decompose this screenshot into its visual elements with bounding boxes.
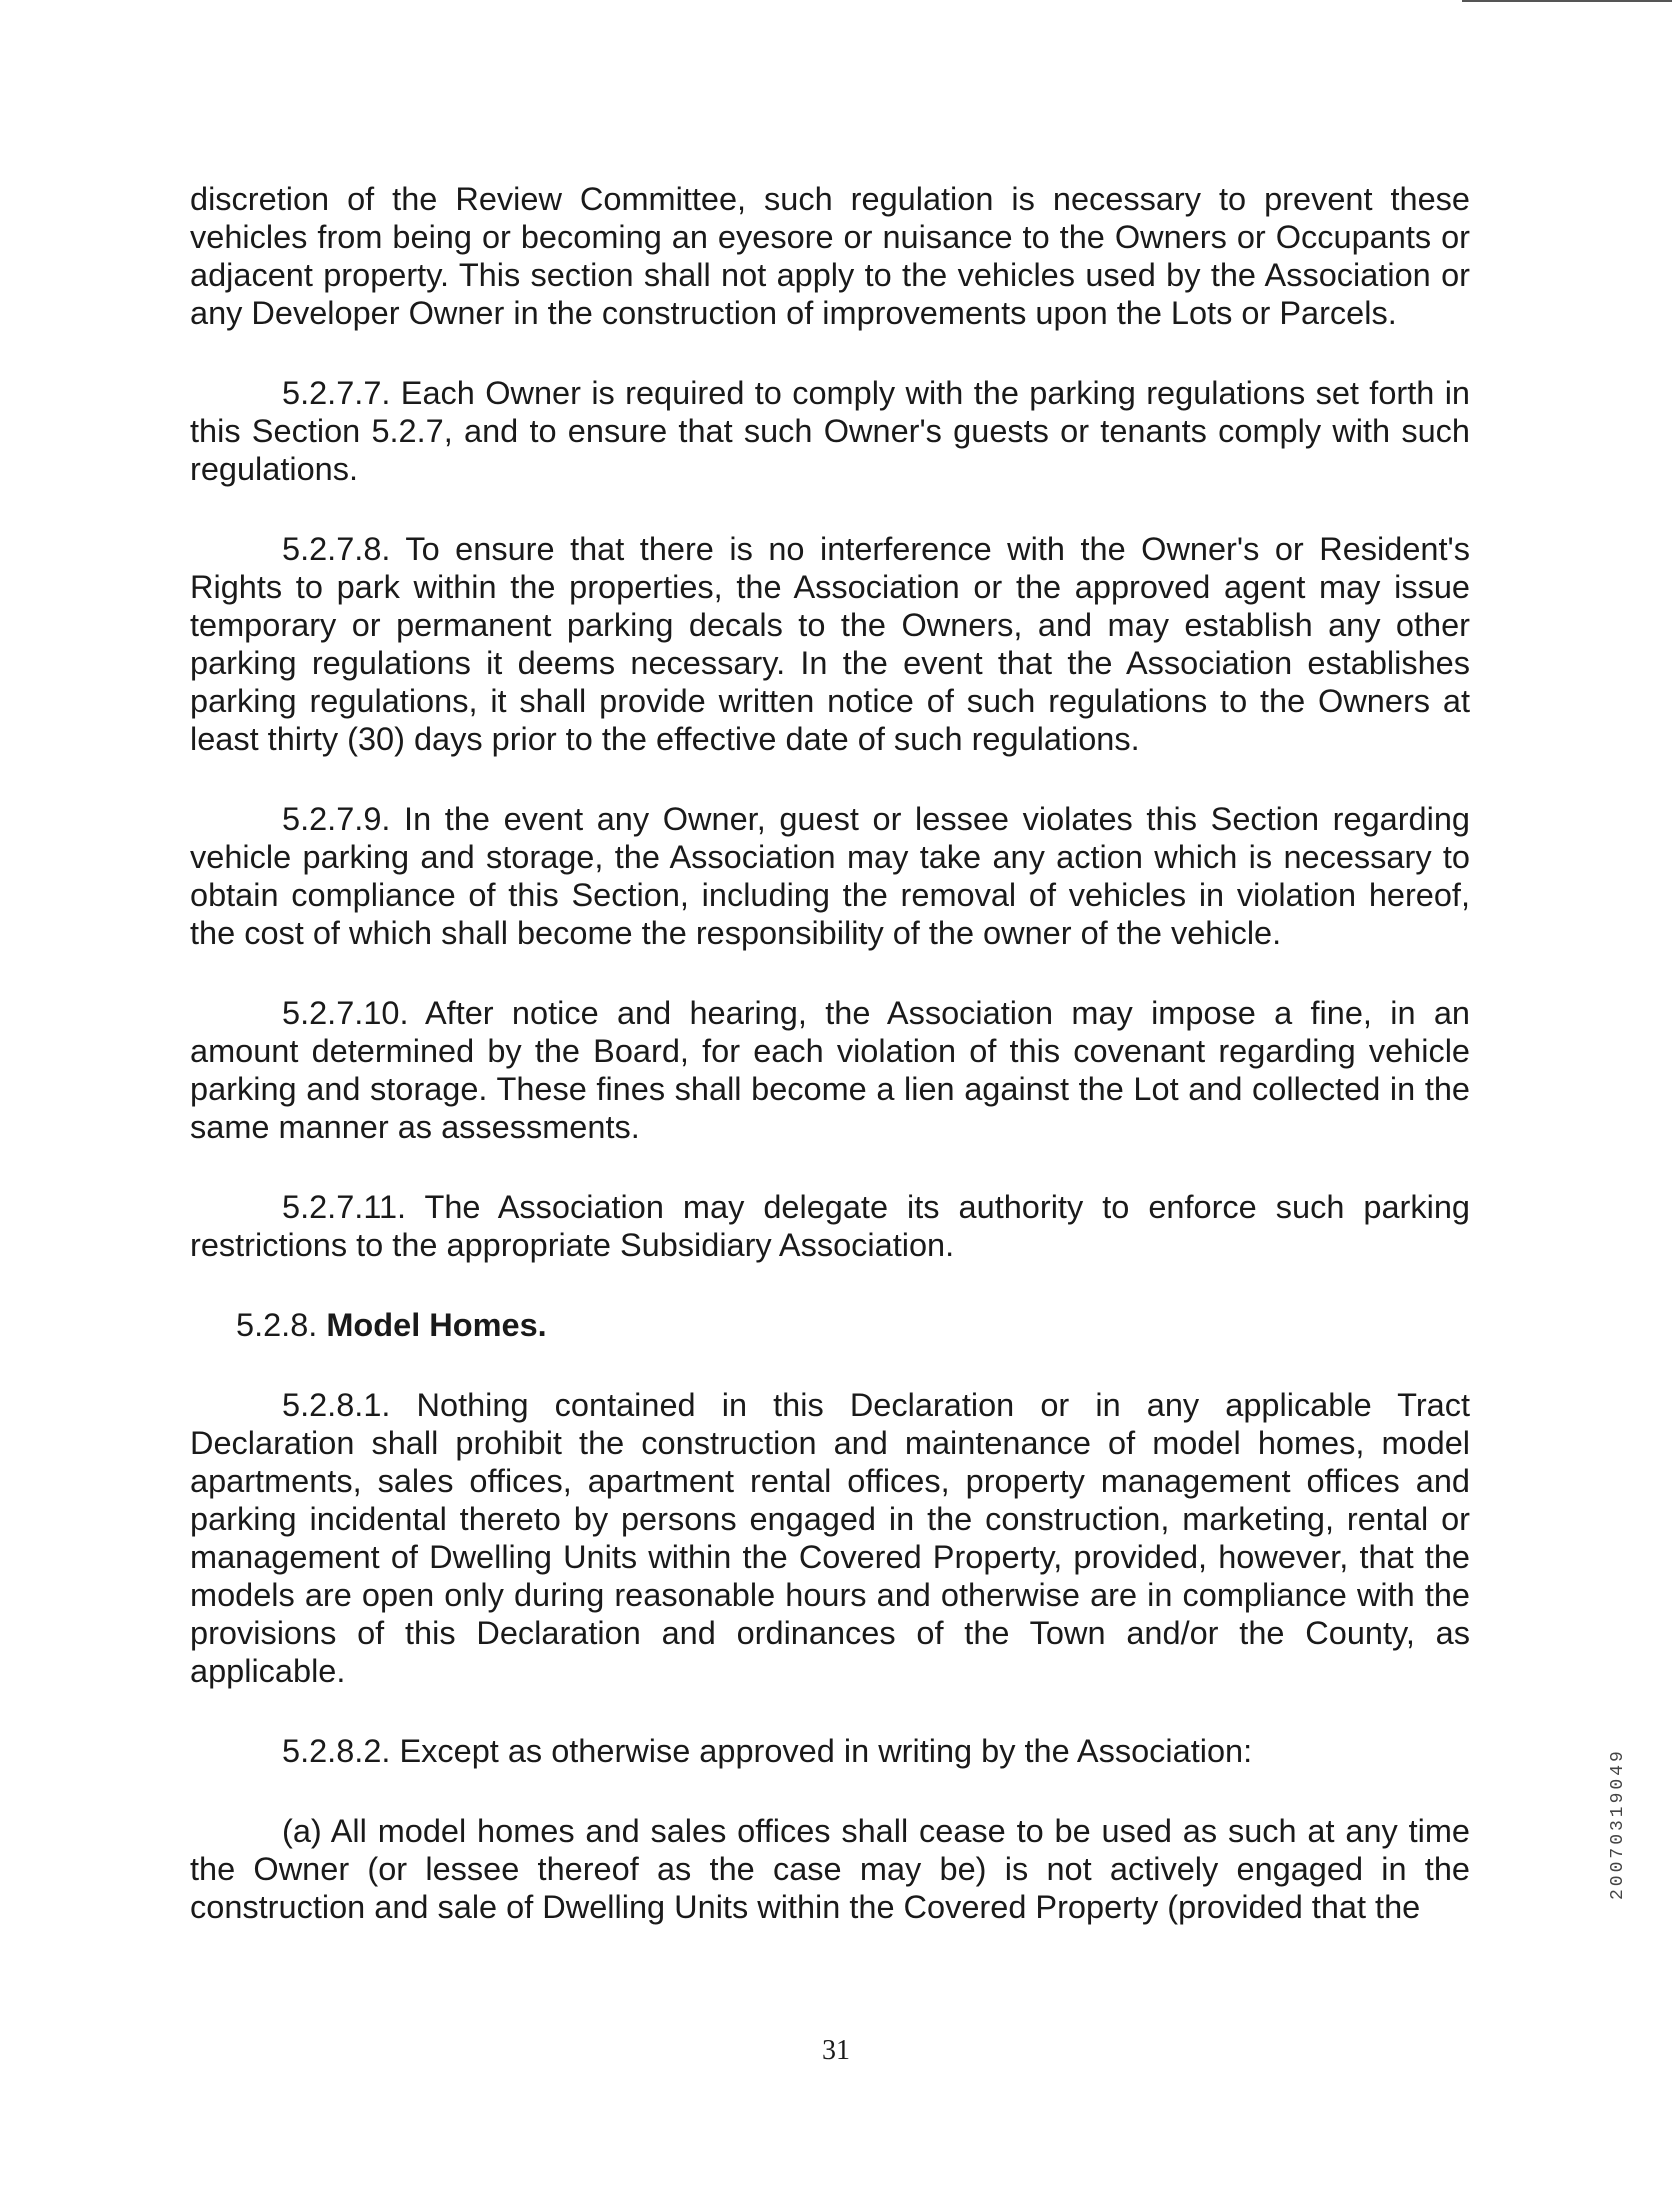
paragraph-continuation: discretion of the Review Committee, such regulation is necessary to prevent these vehicles from being or becoming an eyesore or nuisance to the Owners or Occupants or adjacent property. This section shall not apply to the vehicles used by the Association or any Developer Owner in the construction of improvements upon the Lots or Parcels. bbox=[190, 181, 1470, 331]
paragraph-5-2-7-11: 5.2.7.11. The Association may delegate its authority to enforce such parking restrictions to the appropriate Subsidiary Association. bbox=[190, 1189, 1470, 1263]
recording-number-text: 20070319049 bbox=[1608, 1748, 1628, 1900]
paragraph-5-2-7-8: 5.2.7.8. To ensure that there is no interference with the Owner's or Resident's Rights to park within the properties, the Association or the approved agent may issue temporary or permanent parking decals to the Owners, and may establish any other parking regulations it deems necessary. In the event that the Association establishes parking regulations, it shall provide written notice of such regulations to the Owners at least thirty (30) days prior to the effective date of such regulations. bbox=[190, 531, 1470, 757]
top-edge-rule bbox=[1462, 0, 1672, 2]
page-number: 31 bbox=[822, 2035, 850, 2066]
paragraph-5-2-7-7: 5.2.7.7. Each Owner is required to comply with the parking regulations set forth in this Section 5.2.7, and to ensure that such Owner's guests or tenants comply with such regulations. bbox=[190, 375, 1470, 487]
section-heading-model-homes bbox=[236, 1306, 1470, 1344]
paragraph-5-2-8-1: 5.2.8.1. Nothing contained in this Declaration or in any applicable Tract Declaration shall prohibit the construction and maintenance of model homes, model apartments, sales offices, apartment rental offices, property management offices and parking incidental thereto by persons engaged in the construction, marketing, rental or management of Dwelling Units within the Covered Property, provided, however, that the models are open only during reasonable hours and otherwise are in compliance with the provisions of this Declaration and ordinances of the Town and/or the County, as applicable. bbox=[190, 1387, 1470, 1689]
paragraph-5-2-7-9: 5.2.7.9. In the event any Owner, guest or lessee violates this Section regarding vehicle parking and storage, the Association may take any action which is necessary to obtain compliance of this Section, including the removal of vehicles in violation hereof, the cost of which shall become the responsibility of the owner of the vehicle. bbox=[190, 801, 1470, 951]
section-title: Model Homes. bbox=[326, 1307, 547, 1343]
section-number: 5.2.8. bbox=[236, 1307, 318, 1343]
document-page bbox=[190, 180, 1470, 1968]
paragraph-5-2-7-10: 5.2.7.10. After notice and hearing, the Association may impose a fine, in an amount determined by the Board, for each violation of this covenant regarding vehicle parking and storage. These fines shall become a lien against the Lot and collected in the same manner as assessments. bbox=[190, 995, 1470, 1145]
paragraph-subsection-a: (a) All model homes and sales offices shall cease to be used as such at any time the Owner (or lessee thereof as the case may be) is not actively engaged in the construction and sale of Dwelling Units within the Covered Property (provided that the bbox=[190, 1813, 1470, 1925]
paragraph-5-2-8-2: 5.2.8.2. Except as otherwise approved in writing by the Association: bbox=[282, 1733, 1253, 1769]
recording-number-stamp bbox=[1608, 1580, 1632, 1900]
